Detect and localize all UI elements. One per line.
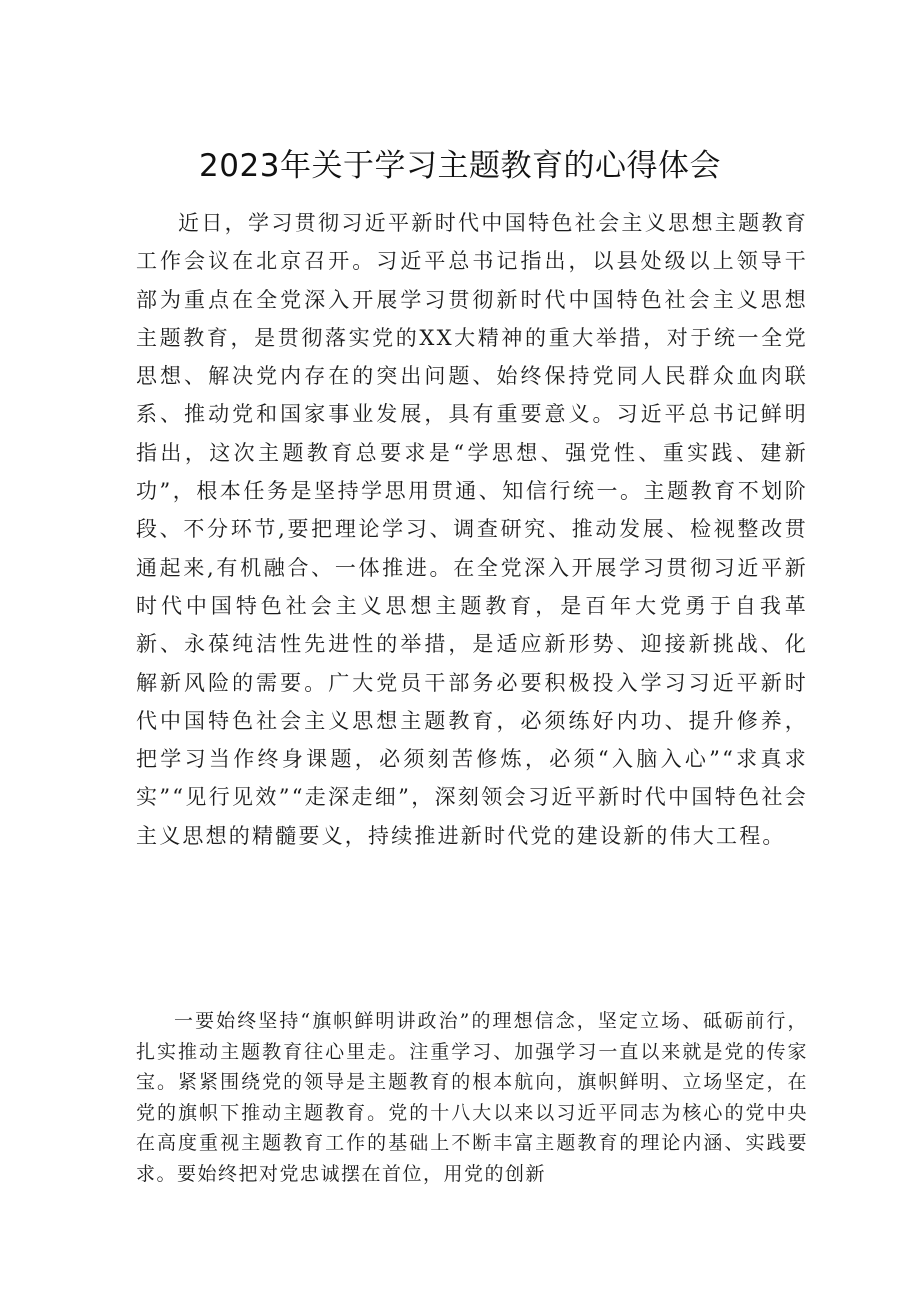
- body-paragraph: 一要始终坚持“旗帜鲜明讲政治”的理想信念，坚定立场、砥砺前行，扎实推动主题教育往心里走。注重学习、加强学习一直以来就是党的传家宝。紧紧围绕党的领导是主题教育的根本航向，旗帜鲜明、立场坚定，在党的旗帜下推动主题教育。党的十八大以来以习近平同志为核心的党中央在高度重视主题教育工作的基础上不断丰富主题教育的理论内涵、实践要求。要始终把对党忠诚摆在首位，用党的创新: [136, 1010, 808, 1185]
- body-paragraph: 近日，学习贯彻习近平新时代中国特色社会主义思想主题教育工作会议在北京召开。习近平总书记指出，以县处级以上领导干部为重点在全党深入开展学习贯彻新时代中国特色社会主义思想主题教育，是贯彻落实党的XX大精神的重大举措，对于统一全党思想、解决党内存在的突出问题、始终保持党同人民群众血肉联系、推动党和国家事业发展，具有重要意义。习近平总书记鲜明指出，这次主题教育总要求是“学思想、强党性、重实践、建新功”，根本任务是坚持学思用贯通、知信行统一。主题教育不划阶段、不分环节,要把理论学习、调查研究、推动发展、检视整改贯通起来,有机融合、一体推进。在全党深入开展学习贯彻习近平新时代中国特色社会主义思想主题教育，是百年大党勇于自我革新、永葆纯洁性先进性的举措，是适应新形势、迎接新挑战、化解新风险的需要。广大党员干部务必要积极投入学习习近平新时代中国特色社会主义思想主题教育，必须练好内功、提升修养，把学习当作终身课题，必须刻苦修炼，必须“入脑入心”“求真求实”“见行见效”“走深走细”，深刻领会习近平新时代中国特色社会主义思想的精髓要义，持续推进新时代党的建设新的伟大工程。: [136, 211, 808, 848]
- document-title: 2023年关于学习主题教育的心得体会: [199, 148, 721, 184]
